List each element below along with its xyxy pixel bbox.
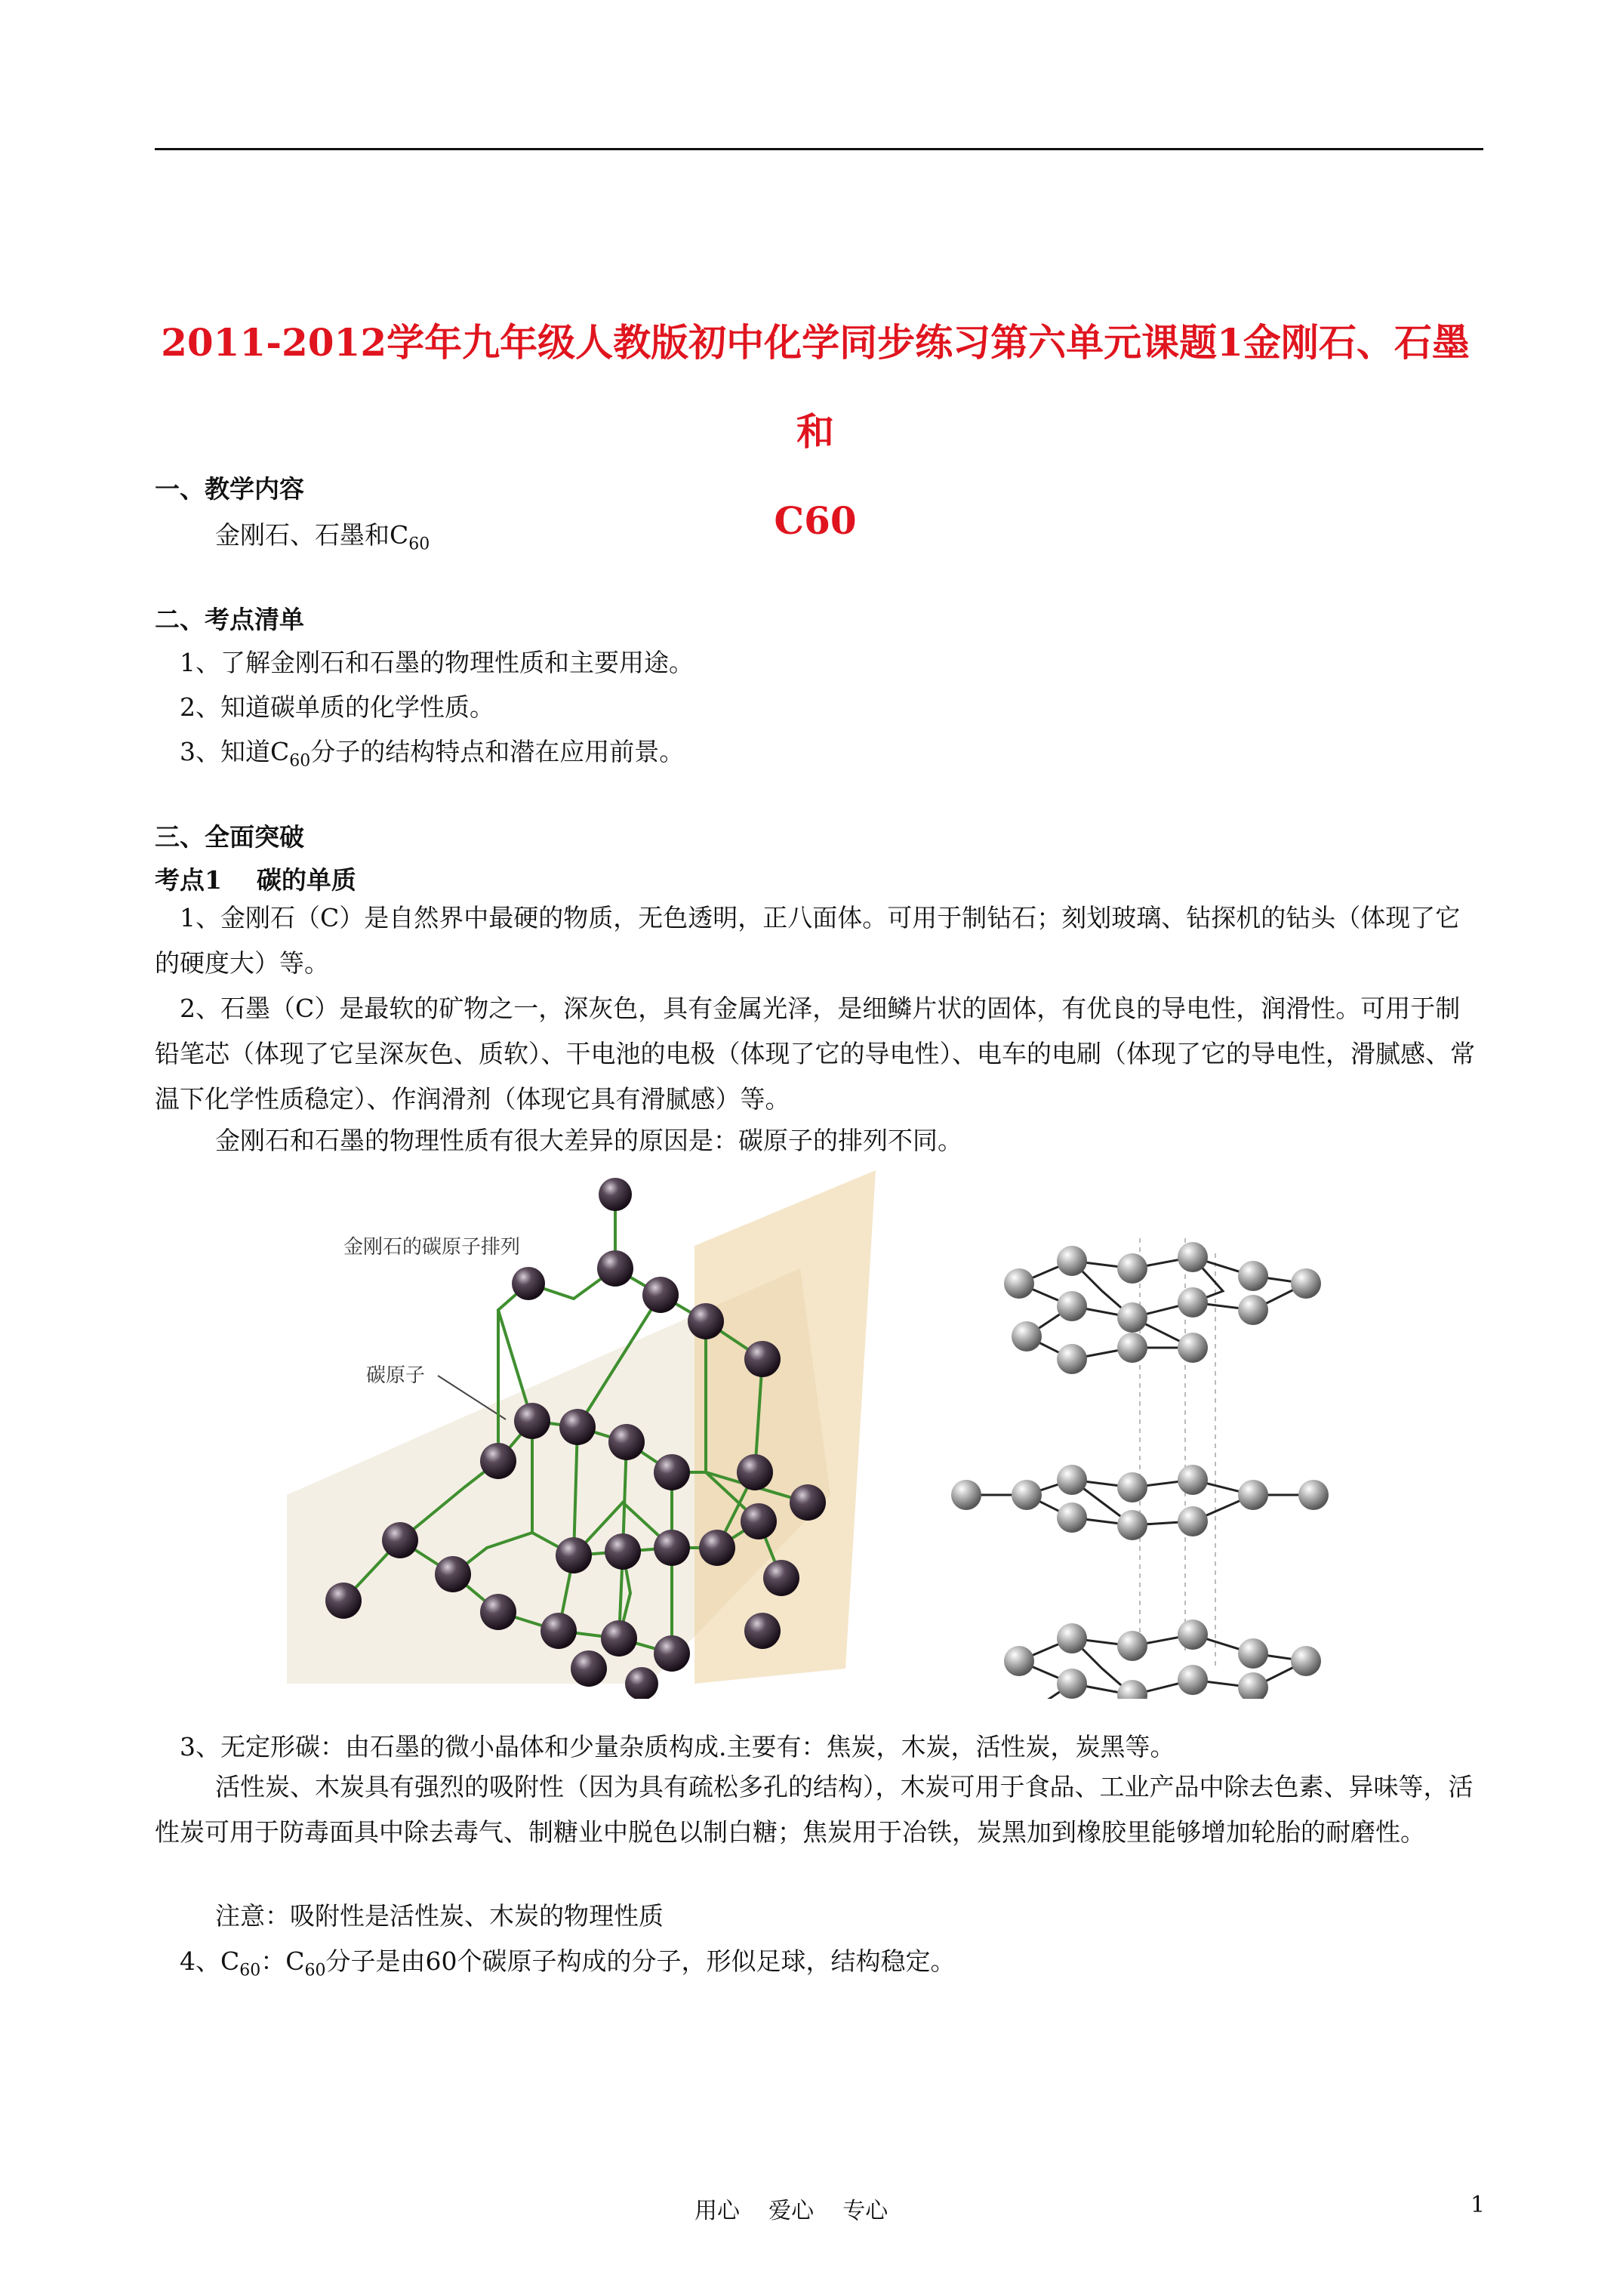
- checklist-item-2: 2、知道碳单质的化学性质。: [180, 692, 494, 722]
- subscript: 60: [239, 1961, 261, 1980]
- item-text: 3、知道C: [180, 737, 290, 766]
- text: 4、C: [180, 1946, 240, 1976]
- section-3-heading: 三、全面突破: [155, 822, 304, 852]
- subscript: 60: [304, 1961, 326, 1980]
- diamond-label: 金刚石的碳原子排列: [343, 1236, 521, 1258]
- graphite-structure: [951, 1238, 1329, 1699]
- text: ：C: [260, 1946, 305, 1976]
- carbon-structure-figure: [272, 1140, 1374, 1699]
- page-number: 1: [1471, 2192, 1486, 2218]
- header-rule: [155, 148, 1483, 150]
- paragraph-adsorption: 活性炭、木炭具有强烈的吸附性（因为具有疏松多孔的结构），木炭可用于食品、工业产品中除去色素、异味等，活性炭可用于防毒面具中除去毒气、制糖业中脱色以制白糖；焦炭用于冶铁，炭黑加到橡胶里能够增加轮胎的耐磨性。: [155, 1772, 1474, 1847]
- section-1-heading: 一、教学内容: [155, 474, 304, 504]
- subscript: 60: [289, 751, 311, 771]
- content-text: 金刚石、石墨和C: [215, 520, 409, 550]
- paragraph-difference: 金刚石和石墨的物理性质有很大差异的原因是：碳原子的排列不同。: [215, 1126, 962, 1155]
- text: 分子是由60个碳原子构成的分子，形似足球，结构稳定。: [325, 1946, 956, 1976]
- title-line-2: C60: [774, 498, 857, 543]
- structure-diagram-svg: [272, 1140, 1374, 1699]
- diamond-structure: [287, 1170, 876, 1699]
- section-1-content: [215, 516, 430, 554]
- note-adsorption: 注意：吸附性是活性炭、木炭的物理性质: [215, 1901, 664, 1931]
- topic-heading: 考点1 碳的单质: [155, 865, 356, 895]
- paragraph-diamond: 1、金刚石（C）是自然界中最硬的物质，无色透明，正八面体。可用于制钻石；刻划玻璃、钻探机的钻头（体现了它的硬度大）等。: [155, 903, 1461, 978]
- title-line-1: 2011-2012学年九年级人教版初中化学同步练习第六单元课题1金刚石、石墨和: [161, 320, 1470, 454]
- item-text: 分子的结构特点和潜在应用前景。: [310, 737, 685, 766]
- atom-label: 碳原子: [366, 1364, 426, 1386]
- subscript: 60: [408, 535, 430, 554]
- paragraph-c60: [180, 1942, 956, 1980]
- section-2-heading: 二、考点清单: [155, 605, 304, 634]
- checklist-item-1: 1、了解金刚石和石墨的物理性质和主要用途。: [180, 648, 694, 677]
- paragraph-graphite: 2、石墨（C）是最软的矿物之一，深灰色，具有金属光泽，是细鳞片状的固体，有优良的导电性，润滑性。可用于制铅笔芯（体现了它呈深灰色、质软）、干电池的电极（体现了它的导电性）、电车的电刷（体现了它的导电性，滑腻感、常温下化学性质稳定）、作润滑剂（体现它具有滑腻感）等。: [155, 994, 1475, 1114]
- paragraph-amorphous-carbon: 3、无定形碳：由石墨的微小晶体和少量杂质构成.主要有：焦炭，木炭，活性炭，炭黑等。: [180, 1732, 1175, 1761]
- footer-motto: 用心 爱心 专心: [694, 2198, 888, 2224]
- checklist-item-3: [180, 732, 684, 771]
